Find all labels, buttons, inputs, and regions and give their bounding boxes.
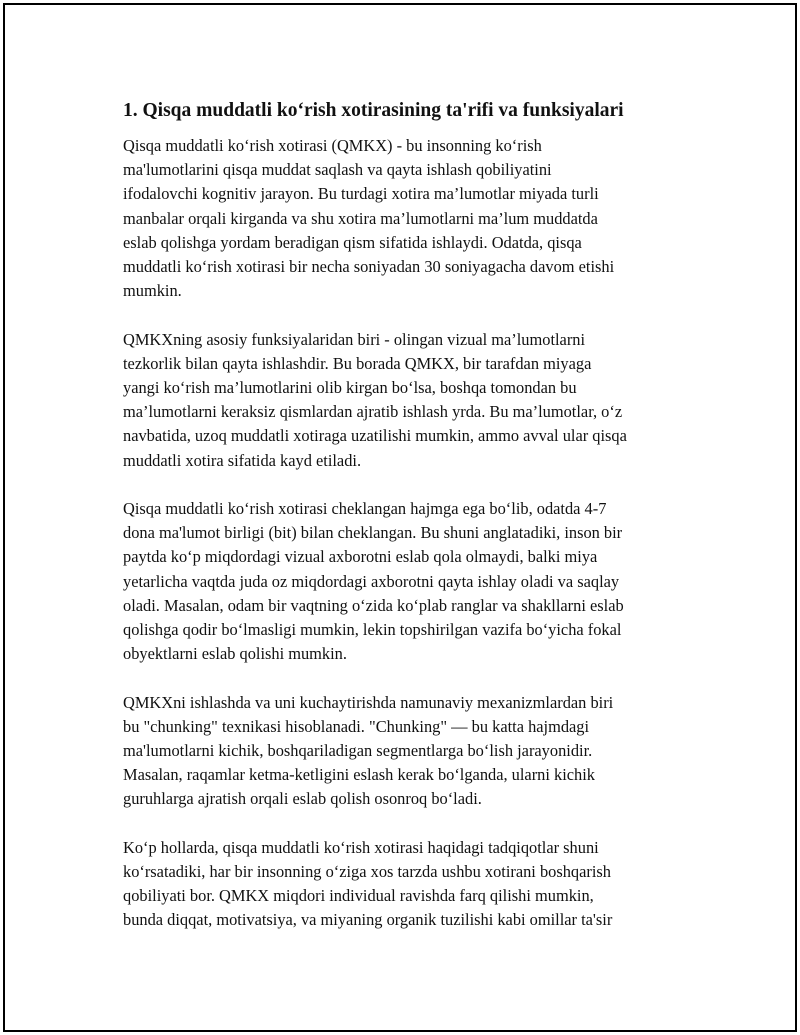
document-body: [123, 98, 695, 957]
text-line: oladi. Masalan, odam bir vaqtning o‘zida ko‘plab ranglar va shakllarni eslab: [123, 595, 624, 615]
text-line: QMKXni ishlashda va uni kuchaytirishda namunaviy mexanizmlardan biri: [123, 692, 614, 712]
text-line: paytda ko‘p miqdordagi vizual axborotni eslab qola olmaydi, balki miya: [123, 547, 598, 567]
text-line: Qisqa muddatli ko‘rish xotirasi (QMKX) - bu insonning ko‘rish: [123, 136, 542, 155]
text-line: obyektlarni eslab qolishi mumkin.: [123, 644, 347, 664]
text-line: Qisqa muddatli ko‘rish xotirasi cheklangan hajmga ega bo‘lib, odatda 4-7: [123, 499, 607, 519]
text-line: ma’lumotlarni keraksiz qismlardan ajratib ishlash yrda. Bu ma’lumotlar, o‘z: [123, 402, 623, 422]
paragraph-functions: [123, 328, 695, 473]
text-line: eslab qolishga yordam beradigan qism sifatida ishlaydi. Odatda, qisqa: [123, 232, 582, 252]
text-line: qolishga qodir bo‘lmasligi mumkin, lekin topshirilgan vazifa bo‘yicha fokal: [123, 620, 622, 640]
text-line: muddatli xotira sifatida kayd etiladi.: [123, 450, 362, 470]
text-line: yetarlicha vaqtda juda oz miqdordagi axborotni qayta ishlay oladi va saqlay: [123, 571, 620, 591]
paragraph-capacity: [123, 497, 695, 666]
text-line: guruhlarga ajratish orqali eslab qolish osonroq bo‘ladi.: [123, 789, 482, 809]
text-line: ifodalovchi kognitiv jarayon. Bu turdagi xotira ma’lumotlar miyada turli: [123, 184, 599, 204]
text-line: ma'lumotlarni kichik, boshqariladigan segmentlarga bo‘lish jarayonidir.: [123, 741, 593, 761]
text-line: bunda diqqat, motivatsiya, va miyaning organik tuzilishi kabi omillar ta'sir: [123, 910, 613, 930]
text-line: tezkorlik bilan qayta ishlashdir. Bu borada QMKX, bir tarafdan miyaga: [123, 353, 592, 373]
paragraph-definition: [123, 134, 695, 303]
text-line: muddatli ko‘rish xotirasi bir necha soniyadan 30 soniyagacha davom etishi: [123, 257, 615, 277]
text-line: QMKXning asosiy funksiyalaridan biri - olingan vizual ma’lumotlarni: [123, 329, 586, 349]
text-line: navbatida, uzoq muddatli xotiraga uzatilishi mumkin, ammo avval ular qisqa: [123, 426, 627, 446]
text-line: Ko‘p hollarda, qisqa muddatli ko‘rish xotirasi haqidagi tadqiqotlar shuni: [123, 837, 599, 857]
page-frame: [3, 3, 797, 1032]
text-line: manbalar orqali kirganda va shu xotira ma’lumotlarni ma’lum muddatda: [123, 208, 598, 228]
paragraph-individual-differences: [123, 836, 695, 933]
text-line: ko‘rsatadiki, har bir insonning o‘ziga xos tarzda ushbu xotirani boshqarish: [123, 862, 611, 882]
paragraph-chunking: [123, 691, 695, 812]
text-line: dona ma'lumot birligi (bit) bilan cheklangan. Bu shuni anglatadiki, inson bir: [123, 523, 623, 543]
text-line: ma'lumotlarini qisqa muddat saqlash va qayta ishlash qobiliyatini: [123, 160, 552, 180]
text-line: qobiliyati bor. QMKX miqdori individual ravishda farq qilishi mumkin,: [123, 886, 594, 906]
text-line: bu "chunking" texnikasi hisoblanadi. "Chunking" — bu katta hajmdagi: [123, 716, 590, 736]
text-line: Masalan, raqamlar ketma-ketligini eslash kerak bo‘lganda, ularni kichik: [123, 765, 595, 785]
text-line: yangi ko‘rish ma’lumotlarini olib kirgan bo‘lsa, boshqa tomondan bu: [123, 378, 577, 398]
section-title: 1. Qisqa muddatli ko‘rish xotirasining ta'rifi va funksiyalari: [123, 100, 624, 121]
text-line: mumkin.: [123, 281, 182, 301]
